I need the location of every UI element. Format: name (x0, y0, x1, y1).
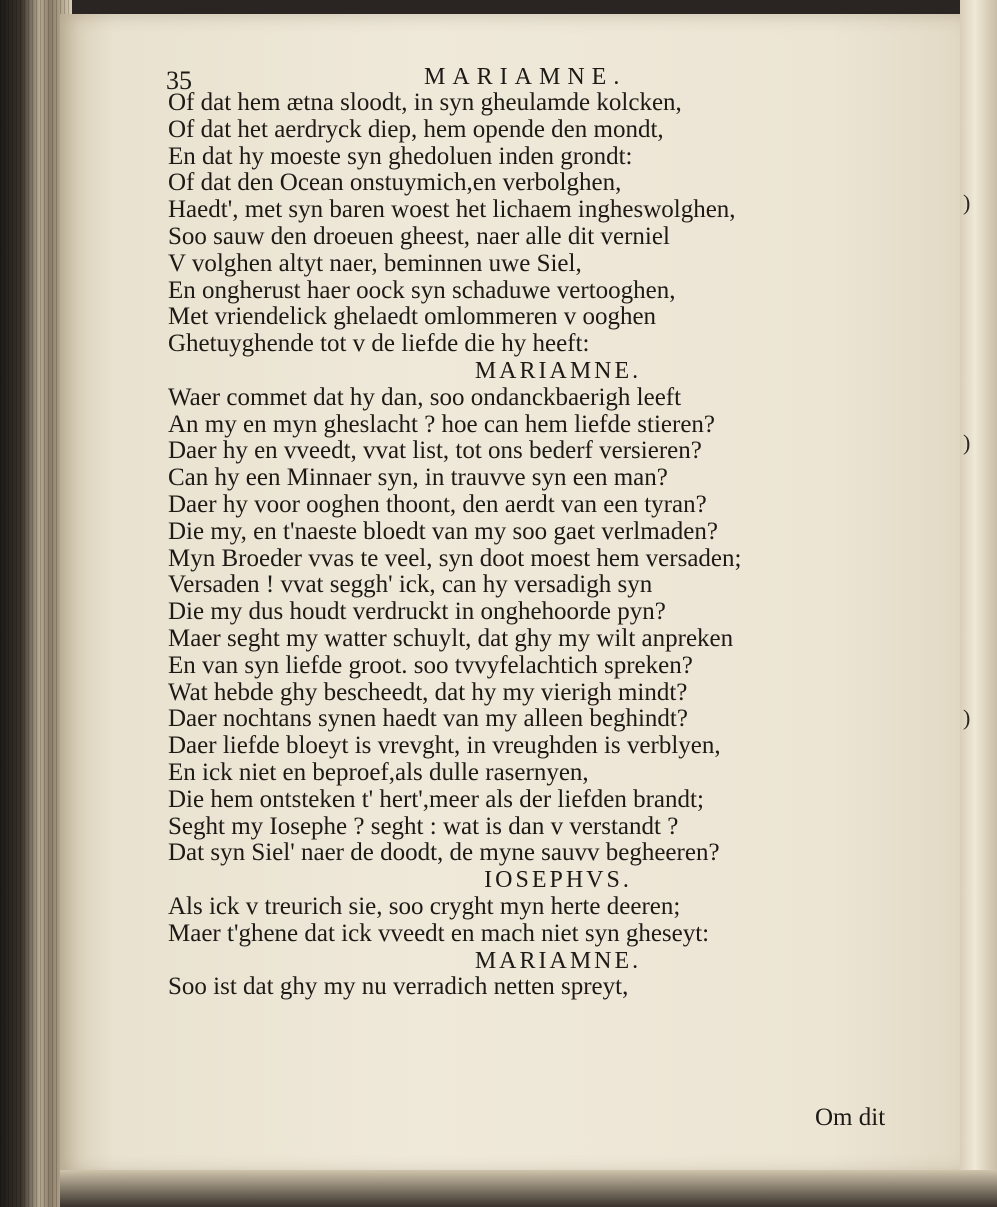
edge-mark: ) (963, 430, 971, 455)
verse-line: Of dat het aerdryck diep, hem opende den mondt, (168, 115, 664, 143)
verse-line: Of dat den Ocean onstuymich,en verbolghen, (168, 169, 622, 197)
verse-line: Soo ist dat ghy my nu verradich netten spreyt, (168, 973, 629, 1001)
verse-line: En dat hy moeste syn ghedoluen inden grondt: (168, 142, 633, 170)
page-number: 35 (166, 66, 192, 95)
running-title: MARIAMNE. (424, 64, 627, 90)
verse-block (168, 90, 888, 1001)
verse-line: En ongherust haer oock syn schaduwe vertooghen, (168, 276, 676, 304)
verse-line: En ick niet en beproef,als dulle rasernyen, (168, 758, 589, 786)
speaker-heading: IOSEPHVS. (484, 867, 632, 894)
verse-line: Daer hy voor ooghen thoont, den aerdt van een tyran? (168, 490, 707, 518)
bottom-edge (60, 1170, 997, 1207)
verse-line: Maer seght my watter schuylt, dat ghy my wilt anpreken (168, 624, 734, 652)
verse-line: Die hem ontsteken t' hert',meer als der liefden brandt; (168, 785, 704, 813)
page-header (166, 60, 888, 95)
verse-line: Can hy een Minnaer syn, in trauvve syn een man? (168, 464, 668, 492)
verse-line: Haedt', met syn baren woest het lichaem ingheswolghen, (168, 196, 736, 224)
verse-line: Of dat hem ætna sloodt, in syn gheulamde kolcken, (168, 89, 682, 116)
catchword: Om dit (815, 1104, 886, 1131)
verse-line: Wat hebde ghy bescheedt, dat hy my vierigh mindt? (168, 678, 688, 706)
verse-line: Maer t'ghene dat ick vveedt en mach niet syn gheseyt: (168, 919, 710, 947)
verse-line: V volghen altyt naer, beminnen uwe Siel, (168, 249, 582, 277)
verse-line: Met vriendelick ghelaedt omlommeren v ooghen (168, 303, 657, 331)
verse-line: Daer hy en vveedt, vvat list, tot ons bederf versieren? (168, 437, 702, 465)
verse-line: An my en myn gheslacht ? hoe can hem liefde stieren? (168, 410, 716, 438)
verse-line: Myn Broeder vvas te veel, syn doot moest hem versaden; (168, 544, 742, 572)
verse-line: Die my dus houdt verdruckt in onghehoorde pyn? (168, 598, 666, 626)
verse-line: Ghetuyghende tot v de liefde die hy heeft: (168, 330, 590, 358)
verse-line: Daer nochtans synen haedt van my alleen beghindt? (168, 705, 688, 733)
edge-mark: ) (963, 190, 971, 215)
speaker-heading: MARIAMNE. (474, 947, 642, 974)
verse-line: Waer commet dat hy dan, soo ondanckbaerigh leeft (168, 383, 682, 411)
verse-line: Daer liefde bloeyt is vrevght, in vreughden is verblyen, (168, 732, 721, 760)
verse-line: Als ick v treurich sie, soo cryght myn herte deeren; (168, 892, 681, 920)
page-text (168, 60, 888, 1001)
verse-line: Die my, en t'naeste bloedt van my soo gaet verlmaden? (168, 517, 718, 545)
verse-line: Dat syn Siel' naer de doodt, de myne sauvv begheeren? (168, 839, 720, 867)
verse-line: Soo sauw den droeuen gheest, naer alle dit verniel (168, 222, 670, 250)
verse-line: Versaden ! vvat seggh' ick, can hy versadigh syn (168, 571, 653, 599)
edge-mark: ) (963, 705, 971, 730)
verse-line: Seght my Iosephe ? seght : wat is dan v verstandt ? (168, 812, 679, 840)
verse-line: En van syn liefde groot. soo tvvyfelachtich spreken? (168, 651, 693, 679)
speaker-heading: MARIAMNE. (474, 357, 642, 384)
facing-page-edge (960, 0, 997, 1207)
